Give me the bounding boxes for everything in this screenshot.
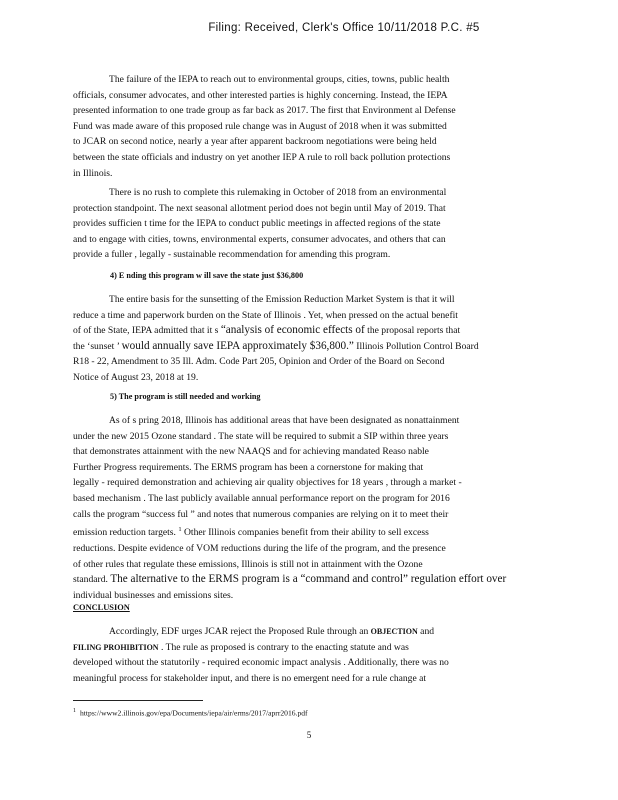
text-line	[73, 339, 543, 355]
text-line: Notice of August 23, 2018 at 19.	[73, 371, 199, 383]
text-line	[73, 640, 543, 656]
text-line: in Illinois.	[73, 167, 113, 179]
quote-run: “analysis of economic effects of	[220, 324, 365, 337]
text-line	[73, 624, 543, 640]
text-line: reduce a time and paperwork burden on the State of Illinois . Yet, when pressed on the actual benefit	[73, 309, 458, 321]
text-line	[73, 323, 543, 339]
text-line: Fund was made aware of this proposed rule change was in August of 2018 when it was submitted	[73, 120, 447, 132]
text-line: protection standpoint. The next seasonal allotment period does not begin until May of 2019. That	[73, 202, 446, 214]
text-line: based mechanism . The last publicly available annual performance report on the program for 2016	[73, 492, 450, 504]
conclusion-heading: CONCLUSION	[73, 603, 130, 612]
footnote-number: 1	[73, 708, 76, 714]
text-run: Other Illinois companies benefit from their ability to sell excess	[181, 527, 429, 539]
text-line: As of s pring 2018, Illinois has additional areas that have been designated as nonattainment	[109, 415, 460, 426]
paragraph-savings	[73, 292, 543, 386]
text-line: meaningful process for stakeholder input, and there is no emergent need for a rule change at	[73, 672, 427, 684]
text-line: legally - required demonstration and achieving air quality objectives for 18 years , through a market -	[73, 477, 462, 489]
section-heading-5: 5) The program is still needed and working	[110, 392, 261, 401]
text-run: emission reduction targets.	[73, 527, 179, 539]
text-line: The failure of the IEPA to reach out to environmental groups, cities, towns, public health	[109, 74, 450, 85]
text-line: under the new 2015 Ozone standard . The state will be required to submit a SIP within three years	[73, 430, 449, 442]
text-run: of of the State, IEPA admitted that it s	[73, 325, 221, 337]
footnote-link[interactable]: https://www2.illinois.gov/epa/Documents/iepa/air/erms/2017/aprr2016.pdf	[80, 708, 308, 718]
text-line	[73, 522, 543, 541]
text-run: Illinois Pollution Control Board	[353, 340, 479, 352]
text-line: provides sufficien t time for the IEPA to conduct public meetings in affected regions of the state	[73, 218, 441, 230]
text-line: individual businesses and emissions sites.	[73, 589, 234, 601]
text-line	[73, 572, 543, 588]
text-line: R18 - 22, Amendment to 35 Ill. Adm. Code Part 205, Opinion and Order of the Board on Second	[73, 356, 445, 368]
text-run: Accordingly, EDF urges JCAR reject the Proposed Rule through an	[109, 626, 371, 637]
text-line: to JCAR on second notice, nearly a year after apparent backroom negotiations were being held	[73, 136, 437, 148]
text-line: The entire basis for the sunsetting of the Emission Reduction Market System is that it will	[109, 294, 455, 305]
text-line: There is no rush to complete this rulemaking in October of 2018 from an environmental	[109, 187, 447, 198]
filing-header: Filing: Received, Clerk's Office 10/11/2018 P.C. #5	[208, 22, 480, 34]
section-heading-4: 4) E nding this program w ill save the state just $36,800	[110, 271, 304, 280]
filing-prohibition-term: FILING PROHIBITION	[73, 642, 159, 652]
text-run: the proposal reports that	[364, 325, 461, 337]
quote-run: would annually save IEPA approximately $36,800.”	[121, 339, 354, 352]
text-line: officials, consumer advocates, and other interested parties is highly concerning. Instead, the IEPA	[73, 89, 448, 101]
text-line: Further Progress requirements. The ERMS program has been a cornerstone for making that	[73, 461, 424, 473]
paragraph-still-needed	[73, 413, 543, 603]
text-run: and	[417, 626, 435, 637]
paragraph-outreach	[73, 72, 543, 181]
text-line: reductions. Despite evidence of VOM reductions during the life of the program, and the presence	[73, 542, 446, 554]
text-line: provide a fuller , legally - sustainable recommendation for amending this program.	[73, 249, 391, 261]
text-line: presented information to one trade group as far back as 2017. The first that Environment al Defense	[73, 105, 456, 117]
footnote	[73, 708, 308, 718]
footnote-divider	[73, 700, 203, 701]
page-number: 5	[306, 730, 312, 740]
paragraph-conclusion	[73, 624, 543, 686]
objection-term: OBJECTION	[370, 627, 418, 636]
text-run: standard.	[73, 574, 111, 586]
paragraph-no-rush	[73, 185, 543, 263]
text-line: and to engage with cities, towns, environmental experts, consumer advocates, and others that can	[73, 233, 446, 245]
text-line: developed without the statutorily - required economic impact analysis . Additionally, there was no	[73, 657, 449, 669]
text-run: the ‘sunset ’	[73, 340, 122, 352]
text-line: between the state officials and industry on yet another IEP A rule to roll back pollution protections	[73, 151, 451, 163]
text-line: calls the program “success ful ” and notes that numerous companies are relying on it to meet their	[73, 508, 449, 520]
text-line: of other rules that regulate these emissions, Illinois is still not in attainment with the Ozone	[73, 558, 423, 570]
emphasis-run: The alternative to the ERMS program is a “command and control” regulation effort over	[110, 573, 507, 586]
footnote-marker[interactable]: 1	[178, 526, 182, 534]
text-run: . The rule as proposed is contrary to the enacting statute and was	[158, 641, 409, 653]
text-line: that demonstrates attainment with the new NAAQS and for achieving mandated Reaso nable	[73, 446, 429, 458]
